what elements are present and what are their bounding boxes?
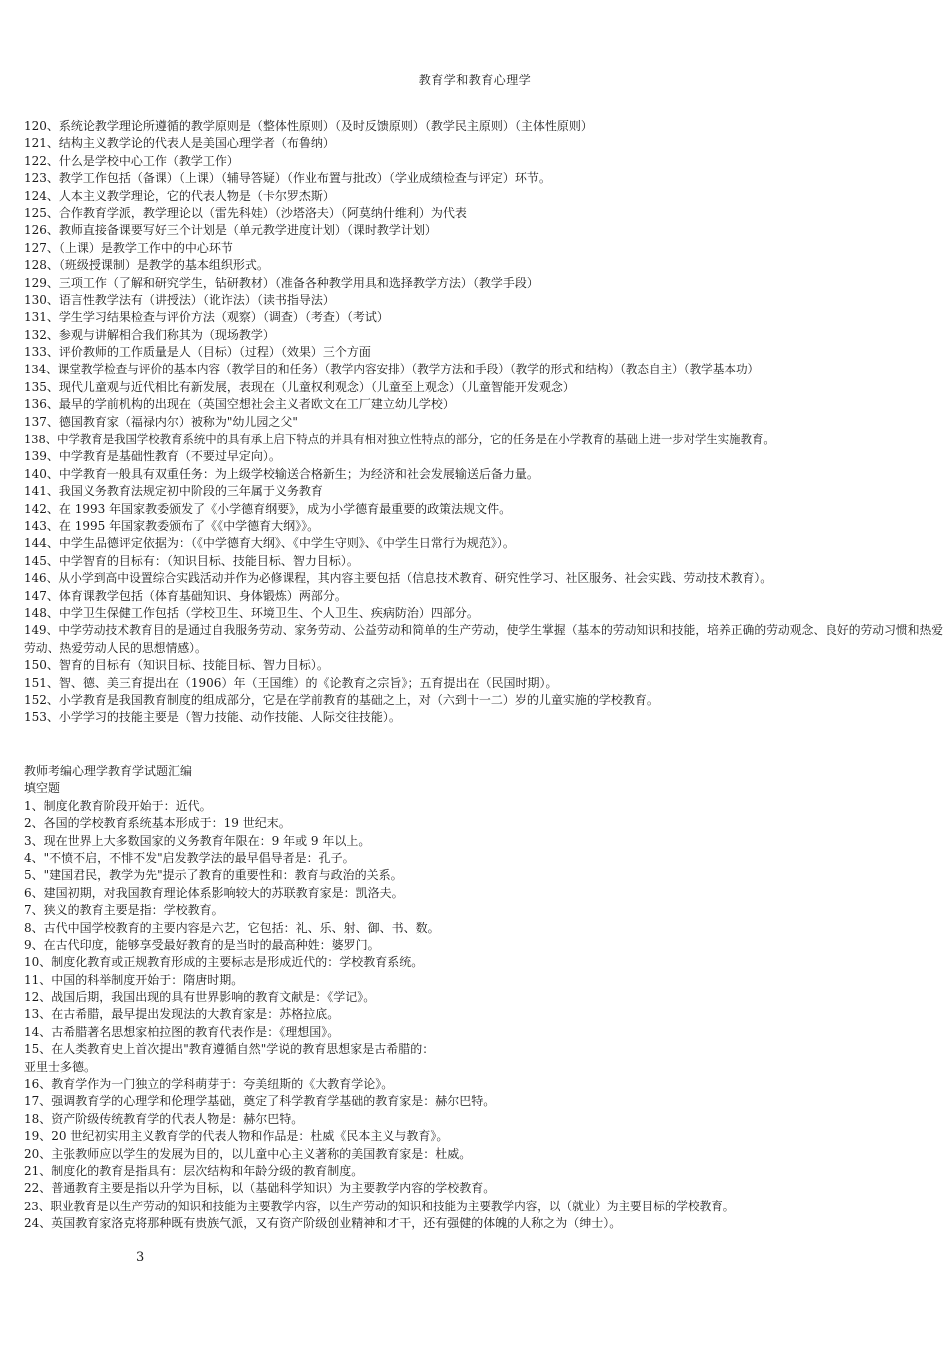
fill-blank-line-4: 4、"不愤不启，不悱不发"启发教学法的最早倡导者是：孔子。 (24, 850, 355, 865)
question-line-140: 140、中学教育一般具有双重任务：为上级学校输送合格新生；为经济和社会发展输送后备力量。 (24, 466, 539, 481)
question-line-127: 127、（上课）是教学工作中的中心环节 (24, 240, 233, 255)
question-line-137: 137、德国教育家（福禄内尔）被称为"幼儿园之父" (24, 414, 298, 429)
question-line-125: 125、合作教育学派，教学理论以（雷先科娃）（沙塔洛夫）（阿莫纳什维利）为代表 (24, 205, 467, 220)
fill-blank-line-3: 3、现在世界上大多数国家的义务教育年限在：9 年或 9 年以上。 (24, 833, 371, 848)
question-line-128: 128、（班级授课制）是教学的基本组织形式。 (24, 258, 269, 273)
page-title: 教育学和教育心理学 (418, 73, 532, 87)
question-line-129: 129、三项工作（了解和研究学生，钻研教材）（准备各种教学用具和选择教学方法）（教学手段） (24, 275, 539, 290)
question-line-122: 122、什么是学校中心工作（教学工作） (24, 153, 239, 168)
question-line-153: 153、小学学习的技能主要是（智力技能、动作技能、人际交往技能）。 (24, 710, 401, 725)
fill-blank-line-2: 2、各国的学校教育系统基本形成于：19 世纪末。 (24, 816, 291, 831)
fill-blank-line-14: 14、古希腊著名思想家柏拉图的教育代表作是：《理想国》。 (24, 1024, 340, 1039)
question-line-134: 134、课堂教学检查与评价的基本内容（教学目的和任务）（教学内容安排）（教学方法和手段）（教学的形式和结构）（教态自主）（教学基本功） (24, 362, 760, 377)
question-line-139: 139、中学教育是基础性教育（不要过早定向）。 (24, 449, 281, 464)
question-line-149: 149、中学劳动技术教育目的是通过自我服务劳动、家务劳动、公益劳动和简单的生产劳动，使学生掌握（基本的劳动知识和技能，培养正确的劳动观念、良好的劳动习惯和热爱劳动、热爱劳动人民的思想情感）。 (24, 623, 944, 655)
question-line-136: 136、最早的学前机构的出现在（英国空想社会主义者欧文在工厂建立幼儿学校） (24, 397, 455, 412)
section-heading: 教师考编心理学教育学试题汇编 (24, 764, 193, 778)
question-line-151: 151、智、德、美三育提出在（1906）年（王国维）的《论教育之宗旨》；五育提出在（民国时期）。 (24, 675, 558, 690)
question-line-124: 124、人本主义教学理论，它的代表人物是（卡尔罗杰斯） (24, 188, 335, 203)
fill-blank-line-7: 7、狭义的教育主要是指：学校教育。 (24, 903, 224, 918)
fill-blank-line-16: 16、教育学作为一门独立的学科萌芽于：夸美纽斯的《大教育学论》。 (24, 1077, 394, 1092)
question-line-121: 121、结构主义教学论的代表人是美国心理学者（布鲁纳） (24, 136, 335, 151)
question-line-148: 148、中学卫生保健工作包括（学校卫生、环境卫生、个人卫生、疾病防治）四部分。 (24, 605, 479, 620)
fill-blank-line-19: 19、20 世纪初实用主义教育学的代表人物和作品是：杜威《民本主义与教育》。 (24, 1129, 449, 1144)
question-line-143: 143、在 1995 年国家教委颁布了《《中学德育大纲》》。 (24, 518, 320, 533)
question-line-126: 126、教师直接备课要写好三个计划是（单元教学进度计划）（课时教学计划） (24, 223, 437, 238)
question-line-141: 141、我国义务教育法规定初中阶段的三年属于义务教育 (24, 484, 323, 499)
fill-blank-line-15-continued: 亚里士多德。 (24, 1059, 97, 1074)
question-line-130: 130、语言性教学法有（讲授法）（讹诈法）（读书指导法） (24, 292, 335, 307)
question-line-147: 147、体育课教学包括（体育基础知识、身体锻炼）两部分。 (24, 588, 347, 603)
fill-blank-line-9: 9、在古代印度，能够享受最好教育的是当时的最高种姓：婆罗门。 (24, 937, 380, 952)
fill-blank-line-12: 12、战国后期，我国出现的具有世界影响的教育文献是：《学记》。 (24, 990, 376, 1005)
question-line-145: 145、中学智育的目标有：（知识目标、技能目标、智力目标）。 (24, 553, 359, 568)
fill-blank-line-18: 18、资产阶级传统教育学的代表人物是：赫尔巴特。 (24, 1111, 304, 1126)
fill-blank-line-15: 15、在人类教育史上首次提出"教育遵循自然"学说的教育思想家是古希腊的： (24, 1042, 435, 1057)
fill-blank-line-8: 8、古代中国学校教育的主要内容是六艺，它包括：礼、乐、射、御、书、数。 (24, 920, 440, 935)
fill-blank-line-13: 13、在古希腊，最早提出发现法的大教育家是：苏格拉底。 (24, 1007, 340, 1022)
question-line-138: 138、中学教育是我国学校教育系统中的具有承上启下特点的并具有相对独立性特点的部分，它的任务是在小学教育的基础上进一步对学生实施教育。 (24, 432, 775, 447)
question-line-131: 131、学生学习结果检查与评价方法（观察）（调查）（考查）（考试） (24, 310, 389, 325)
page-number: 3 (136, 1250, 145, 1265)
question-line-146: 146、从小学到高中设置综合实践活动并作为必修课程，其内容主要包括（信息技术教育、研究性学习、社区服务、社会实践、劳动技术教育）。 (24, 571, 773, 586)
question-line-133: 133、评价教师的工作质量是人（目标）（过程）（效果）三个方面 (24, 345, 371, 360)
question-line-132: 132、参观与讲解相合我们称其为（现场教学） (24, 327, 275, 342)
question-line-150: 150、智育的目标有（知识目标、技能目标、智力目标）。 (24, 658, 329, 673)
fill-blank-line-1: 1、制度化教育阶段开始于：近代。 (24, 798, 212, 813)
question-line-152: 152、小学教育是我国教育制度的组成部分，它是在学前教育的基础之上，对（六到十一二）岁的儿童实施的学校教育。 (24, 692, 659, 707)
fill-blank-line-22: 22、普通教育主要是指以升学为目标，以（基础科学知识）为主要教学内容的学校教育。 (24, 1181, 496, 1196)
fill-blank-line-6: 6、建国初期，对我国教育理论体系影响较大的苏联教育家是：凯洛夫。 (24, 885, 404, 900)
fill-blank-line-5: 5、"建国君民，教学为先"提示了教育的重要性和：教育与政治的关系。 (24, 868, 403, 883)
question-line-135: 135、现代儿童观与近代相比有新发展，表现在（儿童权利观念）（儿童至上观念）（儿童智能开发观念） (24, 379, 575, 394)
fill-blank-line-17: 17、强调教育学的心理学和伦理学基础，奠定了科学教育学基础的教育家是：赫尔巴特。 (24, 1094, 496, 1109)
section-one (24, 118, 946, 727)
fill-blank-line-10: 10、制度化教育或正规教育形成的主要标志是形成近代的：学校教育系统。 (24, 955, 424, 970)
question-line-120: 120、系统论教学理论所遵循的教学原则是（整体性原则）（及时反馈原则）（教学民主原则）（主体性原则） (24, 119, 593, 133)
question-line-142: 142、在 1993 年国家教委颁发了《小学德育纲要》，成为小学德育最重要的政策法规文件。 (24, 501, 512, 516)
fill-blank-line-11: 11、中国的科举制度开始于：隋唐时期。 (24, 972, 244, 987)
question-line-123: 123、教学工作包括（备课）（上课）（辅导答疑）（作业布置与批改）（学业成绩检查与评定）环节。 (24, 171, 551, 186)
fill-blank-line-20: 20、主张教师应以学生的发展为目的，以儿童中心主义著称的美国教育家是：杜威。 (24, 1146, 472, 1161)
question-line-144: 144、中学生品德评定依据为：（《中学德育大纲》、《中学生守则》、《中学生日常行为规范》）。 (24, 536, 515, 551)
section-subheading: 填空题 (24, 781, 61, 796)
fill-blank-line-24: 24、英国教育家洛克将那种既有贵族气派，又有资产阶级创业精神和才干，还有强健的体魄的人称之为（绅士）。 (24, 1216, 622, 1231)
fill-blank-line-23: 23、职业教育是以生产劳动的知识和技能为主要教学内容，以生产劳动的知识和技能为主要教学内容，以（就业）为主要目标的学校教育。 (24, 1198, 735, 1213)
fill-blank-line-21: 21、制度化的教育是指具有：层次结构和年龄分级的教育制度。 (24, 1163, 364, 1178)
section-two (24, 763, 946, 1233)
